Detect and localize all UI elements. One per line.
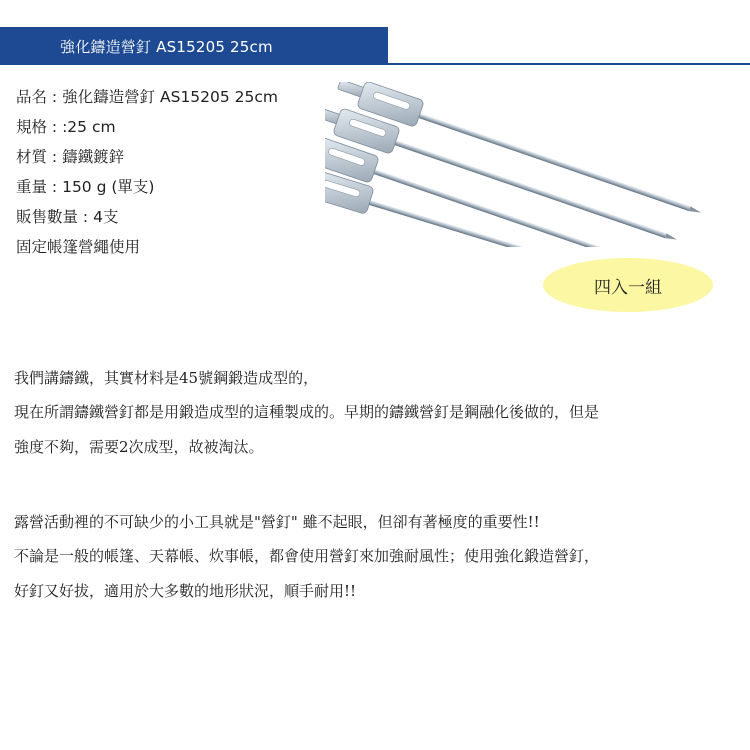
body-line-1: 我們講鑄鐵，其實材料是45號鋼鍛造成型的， [14,369,319,387]
body-line-4: 露營活動裡的不可缺少的小工具就是"營釘" 雖不起眼，但卻有著極度的重要性!! [14,513,540,531]
spec-usage: 固定帳篷營繩使用 [16,238,141,256]
spec-quantity: 販售數量 : 4支 [16,208,119,226]
bundle-badge: 四入一組 [543,258,713,312]
body-line-2: 現在所謂鑄鐵營釘都是用鍛造成型的這種製成的。早期的鑄鐵營釘是鋼融化後做的，但是 [14,403,600,421]
body-line-5: 不論是一般的帳篷、天幕帳、炊事帳，都會使用營釘來加強耐風性；使用強化鍛造營釘， [14,547,600,565]
spec-weight: 重量 : 150 g (單支) [16,178,155,196]
spec-material: 材質 : 鑄鐵鍍鋅 [16,148,125,166]
body-line-6: 好釘又好拔，適用於大多數的地形狀況，順手耐用!! [14,582,357,600]
tent-pegs-image [325,82,710,247]
spec-list [16,82,278,262]
header-divider [388,63,750,65]
body-line-3: 強度不夠，需要2次成型，故被淘汰。 [14,438,264,456]
spec-name: 品名 : 強化鑄造營釘 AS15205 25cm [16,88,279,106]
page-title: 強化鑄造營釘 AS15205 25cm [60,38,273,56]
spec-size: 規格 : :25 cm [16,118,116,136]
